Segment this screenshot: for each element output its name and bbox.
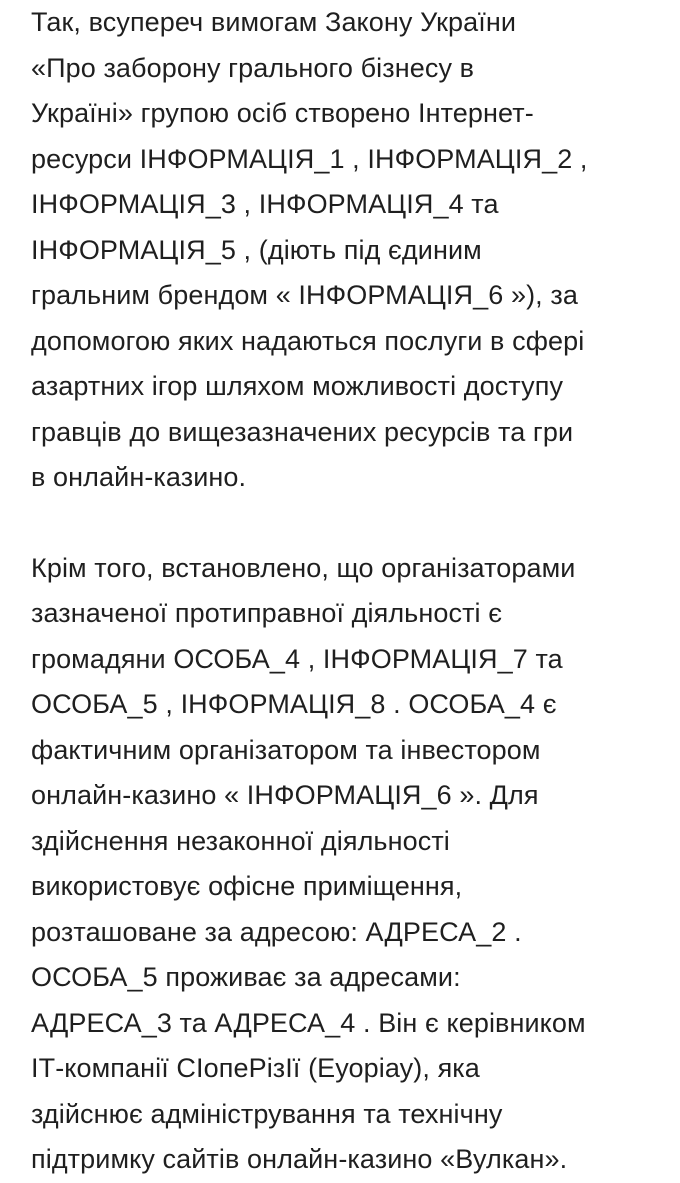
paragraph-2 xyxy=(31,546,671,1183)
text-line: «Про заборону грального бізнесу в xyxy=(31,52,475,83)
text-line: допомогою яких надаються послуги в сфері xyxy=(31,325,585,356)
paragraph-1 xyxy=(31,0,671,501)
text-line: фактичним організатором та інвестором xyxy=(31,734,541,765)
text-line: здійснює адміністрування та технічну xyxy=(31,1098,503,1129)
text-line: ІНФОРМАЦІЯ_3 , ІНФОРМАЦІЯ_4 та xyxy=(31,189,499,219)
text-line: ІТ-компанії СІопеРізІї (Еуоріау), яка xyxy=(31,1053,480,1083)
text-line: Крім того, встановлено, що організаторами xyxy=(31,552,576,583)
text-line: АДРЕСА_3 та АДРЕСА_4 . Він є керівником xyxy=(31,1007,586,1038)
text-line: ІНФОРМАЦІЯ_5 , (діють під єдиним xyxy=(31,234,482,265)
text-line: ОСОБА_5 , ІНФОРМАЦІЯ_8 . ОСОБА_4 є xyxy=(31,689,557,719)
document-body xyxy=(31,0,671,1183)
text-line: онлайн-казино « ІНФОРМАЦІЯ_6 ». Для xyxy=(31,780,539,810)
text-line: гравців до вищезазначених ресурсів та гри xyxy=(31,416,574,447)
text-line: підтримку сайтів онлайн-казино «Вулкан». xyxy=(31,1144,568,1174)
text-line: гральним брендом « ІНФОРМАЦІЯ_6 »), за xyxy=(31,280,578,310)
text-line: Так, всупереч вимогам Закону України xyxy=(31,7,517,37)
text-line: ОСОБА_5 проживає за адресами: xyxy=(31,962,461,992)
text-line: Україні» групою осіб створено Інтернет- xyxy=(31,98,534,128)
text-line: здійснення незаконної діяльності xyxy=(31,825,450,856)
text-line: ресурси ІНФОРМАЦІЯ_1 , ІНФОРМАЦІЯ_2 , xyxy=(31,143,588,174)
text-line: розташоване за адресою: АДРЕСА_2 . xyxy=(31,916,522,947)
text-line: азартних ігор шляхом можливості доступу xyxy=(31,371,564,401)
text-line: зазначеної протиправної діяльності є xyxy=(31,598,503,628)
text-line: громадяни ОСОБА_4 , ІНФОРМАЦІЯ_7 та xyxy=(31,643,563,674)
paragraph-spacer xyxy=(31,501,671,546)
text-line: в онлайн-казино. xyxy=(31,462,247,492)
text-line: використовує офісне приміщення, xyxy=(31,871,463,901)
